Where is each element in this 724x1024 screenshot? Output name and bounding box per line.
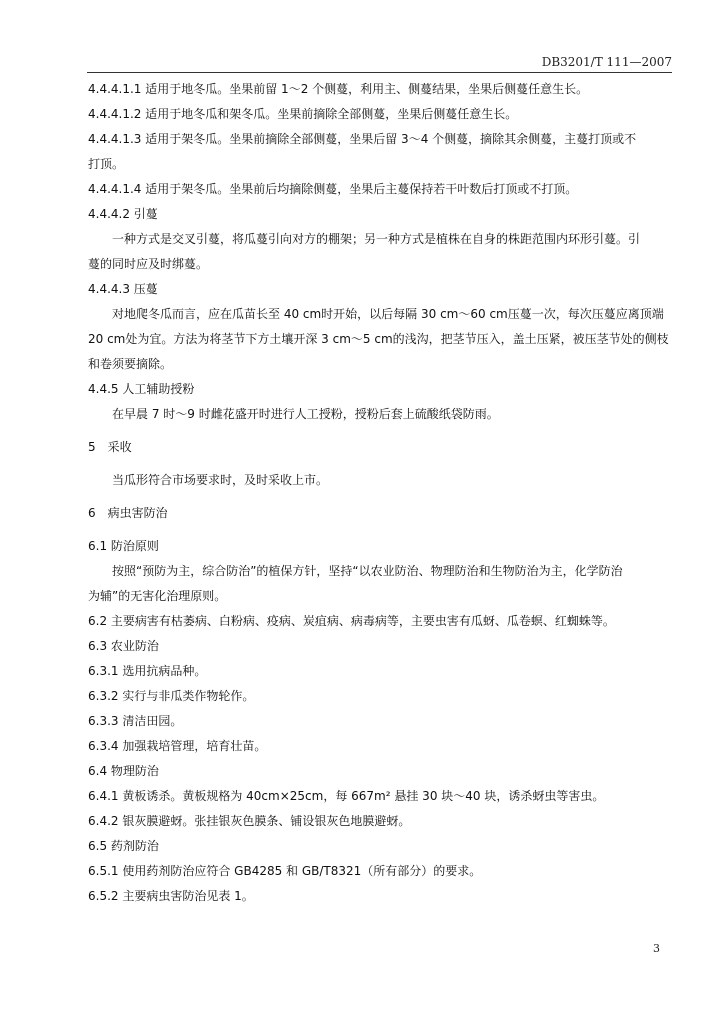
heading-4-4-5: 4.4.5 人工辅助授粉 bbox=[88, 382, 195, 396]
page-body bbox=[88, 80, 676, 912]
paragraph-vine-pressing-end: 和卷须要摘除。 bbox=[88, 357, 173, 371]
paragraph-principles-cont: 为辅”的无害化治理原则。 bbox=[88, 589, 227, 603]
heading-6-4: 6.4 物理防治 bbox=[88, 764, 159, 778]
section-5-heading: 5 采收 bbox=[88, 440, 132, 454]
document-number: DB3201/T 111—2007 bbox=[541, 55, 672, 69]
clause-6-4-1: 6.4.1 黄板诱杀。黄板规格为 40cm×25cm，每 667m² 悬挂 30 块～40 块，诱杀蚜虫等害虫。 bbox=[88, 789, 605, 803]
paragraph-principles: 按照“预防为主，综合防治”的植保方针，坚持“以农业防治、物理防治和生物防治为主，化学防治 bbox=[112, 564, 623, 578]
heading-4-4-4-3: 4.4.4.3 压蔓 bbox=[88, 282, 158, 296]
clause-4-4-4-1-1: 4.4.4.1.1 适用于地冬瓜。坐果前留 1～2 个侧蔓，利用主、侧蔓结果，坐果后侧蔓任意生长。 bbox=[88, 82, 589, 96]
clause-6-5-2: 6.5.2 主要病虫害防治见表 1。 bbox=[88, 889, 254, 903]
page-number: 3 bbox=[653, 942, 660, 955]
paragraph-pollination: 在早晨 7 时～9 时雌花盛开时进行人工授粉，授粉后套上硫酸纸袋防雨。 bbox=[112, 407, 499, 421]
paragraph-harvest: 当瓜形符合市场要求时，及时采收上市。 bbox=[112, 473, 329, 487]
clause-6-3-1: 6.3.1 选用抗病品种。 bbox=[88, 664, 207, 678]
section-6-heading: 6 病虫害防治 bbox=[88, 506, 168, 520]
heading-6-3: 6.3 农业防治 bbox=[88, 639, 159, 653]
heading-4-4-4-2: 4.4.4.2 引蔓 bbox=[88, 207, 158, 221]
clause-4-4-4-1-3: 4.4.4.1.3 适用于架冬瓜。坐果前摘除全部侧蔓，坐果后留 3～4 个侧蔓，摘除其余侧蔓，主蔓打顶或不 bbox=[88, 132, 637, 146]
clause-4-4-4-1-4: 4.4.4.1.4 适用于架冬瓜。坐果前后均摘除侧蔓，坐果后主蔓保持若干叶数后打顶或不打顶。 bbox=[88, 182, 578, 196]
paragraph-vine-pressing: 对地爬冬瓜而言，应在瓜苗长至 40 cm时开始，以后每隔 30 cm～60 cm压蔓一次，每次压蔓应离顶端 bbox=[112, 307, 664, 321]
clause-6-2: 6.2 主要病害有枯萎病、白粉病、疫病、炭疽病、病毒病等，主要虫害有瓜蚜、瓜卷螟、红蜘蛛等。 bbox=[88, 614, 615, 628]
paragraph-vine-guiding: 一种方式是交叉引蔓，将瓜蔓引向对方的棚架；另一种方式是植株在自身的株距范围内环形引蔓。引 bbox=[112, 232, 641, 246]
header-rule bbox=[87, 72, 672, 73]
paragraph-vine-guiding-cont: 蔓的同时应及时绑蔓。 bbox=[88, 257, 209, 271]
heading-6-1: 6.1 防治原则 bbox=[88, 539, 159, 553]
clause-6-5-1: 6.5.1 使用药剂防治应符合 GB4285 和 GB/T8321（所有部分）的要求。 bbox=[88, 864, 482, 878]
clause-6-4-2: 6.4.2 银灰膜避蚜。张挂银灰色膜条、铺设银灰色地膜避蚜。 bbox=[88, 814, 411, 828]
clause-6-3-2: 6.3.2 实行与非瓜类作物轮作。 bbox=[88, 689, 255, 703]
clause-6-3-3: 6.3.3 清洁田园。 bbox=[88, 714, 183, 728]
clause-4-4-4-1-2: 4.4.4.1.2 适用于地冬瓜和架冬瓜。坐果前摘除全部侧蔓，坐果后侧蔓任意生长。 bbox=[88, 107, 518, 121]
clause-4-4-4-1-3-cont: 打顶。 bbox=[88, 157, 125, 171]
paragraph-vine-pressing-cont: 20 cm处为宜。方法为将茎节下方土壤开深 3 cm～5 cm的浅沟，把茎节压入，盖土压紧，被压茎节处的侧枝 bbox=[88, 332, 669, 346]
heading-6-5: 6.5 药剂防治 bbox=[88, 839, 159, 853]
clause-6-3-4: 6.3.4 加强栽培管理，培育壮苗。 bbox=[88, 739, 267, 753]
